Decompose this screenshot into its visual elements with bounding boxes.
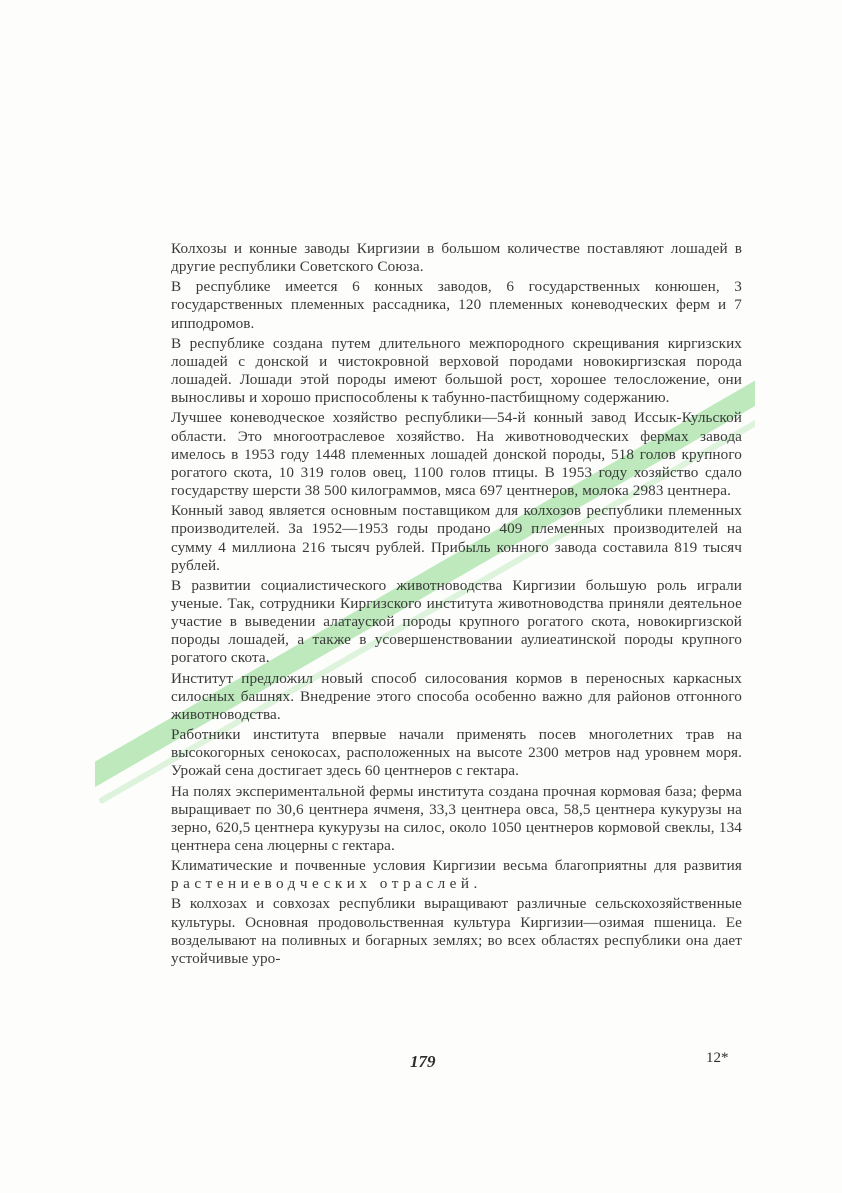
- paragraph-7: Институт предложил новый способ силосования кормов в переносных каркасных силосных башнях. Внедрение этого способа особенно важно для районов отгонного животноводства.: [171, 669, 742, 723]
- paragraph-6: В развитии социалистического животноводства Киргизии большую роль играли ученые. Так, сотрудники Киргизского института животноводства приняли деятельное участие в выведении алатауской породы крупного рогатого скота, новокиргизской породы лошадей, а также в усовершенствовании аулиеатинской породы крупного рогатого скота.: [171, 576, 742, 667]
- paragraph-11: В колхозах и совхозах республики выращивают различные сельскохозяйственные культуры. Основная продовольственная культура Киргизии—озимая пшеница. Ее возделывают на поливных и богарных землях; во всех областях республики она дает устойчивые уро-: [171, 895, 742, 967]
- body-text: [171, 240, 742, 970]
- paragraph-2: В республике имеется 6 конных заводов, 6 государственных конюшен, 3 государственных племенных рассадника, 120 племенных коневодческих ферм и 7 ипподромов.: [171, 278, 742, 332]
- paragraph-5: Конный завод является основным поставщиком для колхозов республики племенных производителей. За 1952—1953 годы продано 409 племенных производителей на сумму 4 миллиона 216 тысяч рублей. Прибыль конного завода составила 819 тысяч рублей.: [171, 502, 742, 574]
- paragraph-10-end: .: [473, 875, 478, 893]
- signature-mark: 12*: [706, 1050, 729, 1066]
- paragraph-3: В республике создана путем длительного межпородного скрещивания киргизских лошадей с донской и чистокровной верховой породами новокиргизская порода лошадей. Лошади этой породы имеют большой рост, хорошее телосложение, они выносливы и хорошо приспособлены к табунно-пастбищному содержанию.: [171, 334, 742, 407]
- paragraph-1: Колхозы и конные заводы Киргизии в большом количестве поставляют лошадей в другие республики Советского Союза.: [171, 240, 742, 276]
- spaced-emphasis: растениеводческих отраслей: [171, 875, 474, 893]
- paragraph-10-start: Климатические и почвенные условия Киргизии весьма благоприятны для развития: [171, 857, 742, 875]
- paragraph-9: На полях экспериментальной фермы института создана прочная кормовая база; ферма выращивает по 30,6 центнера ячменя, 33,3 центнера овса, 58,5 центнера кукурузы на зерно, 620,5 центнера кукурузы на силос, около 1050 центнеров кормовой свеклы, 134 центнера сена люцерны с гектара.: [171, 782, 742, 854]
- paragraph-10: [171, 857, 742, 893]
- paragraph-8: Работники института впервые начали применять посев многолетних трав на высокогорных сенокосах, расположенных на высоте 2300 метров над уровнем моря. Урожай сена достигает здесь 60 центнеров с гектара.: [171, 726, 742, 780]
- paragraph-4: Лучшее коневодческое хозяйство республики—54-й конный завод Иссык-Кульской области. Это многоотраслевое хозяйство. На животноводческих фермах завода имелось в 1953 году 1448 племенных лошадей донской породы, 518 голов крупного рогатого скота, 10 319 голов овец, 1100 голов птицы. В 1953 году хозяйство сдало государству шерсти 38 500 килограммов, мяса 697 центнеров, молока 2983 центнера.: [171, 409, 742, 500]
- page-number: 179: [410, 1052, 436, 1071]
